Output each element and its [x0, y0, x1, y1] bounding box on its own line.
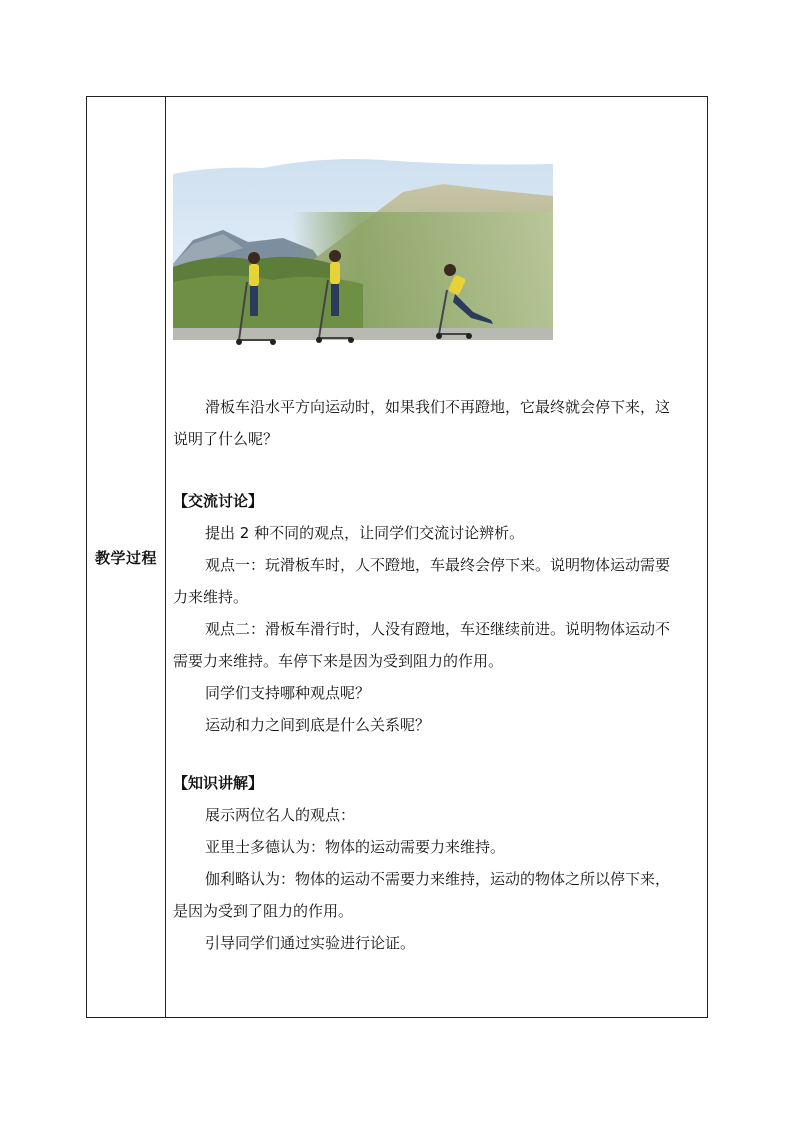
row-label-cell [87, 97, 165, 1017]
lesson-table [86, 96, 708, 1018]
intro-line-1: 滑板车沿水平方向运动时，如果我们不再蹬地，它最终就会停下来，这 [205, 398, 671, 416]
intro-line-2: 说明了什么呢？ [173, 430, 279, 448]
content-cell [173, 97, 703, 1017]
question-2: 运动和力之间到底是什么关系呢？ [205, 716, 431, 734]
explanation-section [173, 767, 703, 959]
view2-line-1: 观点二：滑板车滑行时，人没有蹬地，车还继续前进。说明物体运动不 [205, 620, 671, 638]
intro-paragraph [173, 391, 703, 455]
column-divider [165, 97, 166, 1017]
question-1: 同学们支持哪种观点呢？ [205, 684, 371, 702]
explanation-heading: 【知识讲解】 [173, 774, 264, 792]
explanation-intro: 展示两位名人的观点： [205, 806, 356, 824]
discussion-heading: 【交流讨论】 [173, 492, 264, 510]
view1-line-2: 力来维持。 [173, 588, 249, 606]
view2-line-2: 需要力来维持。车停下来是因为受到阻力的作用。 [173, 652, 504, 670]
galileo-line-2: 是因为受到了阻力的作用。 [173, 902, 354, 920]
discussion-prompt: 提出 2 种不同的观点，让同学们交流讨论辨析。 [205, 524, 525, 542]
aristotle-view: 亚里士多德认为：物体的运动需要力来维持。 [205, 838, 506, 856]
view1-line-1: 观点一：玩滑板车时，人不蹬地，车最终会停下来。说明物体运动需要 [205, 556, 671, 574]
row-label: 教学过程 [94, 548, 157, 567]
galileo-line-1: 伽利略认为：物体的运动不需要力来维持，运动的物体之所以停下来， [205, 870, 671, 888]
experiment-guide: 引导同学们通过实验进行论证。 [205, 934, 416, 952]
scooter-motion-photo [173, 152, 553, 357]
discussion-section [173, 485, 703, 741]
